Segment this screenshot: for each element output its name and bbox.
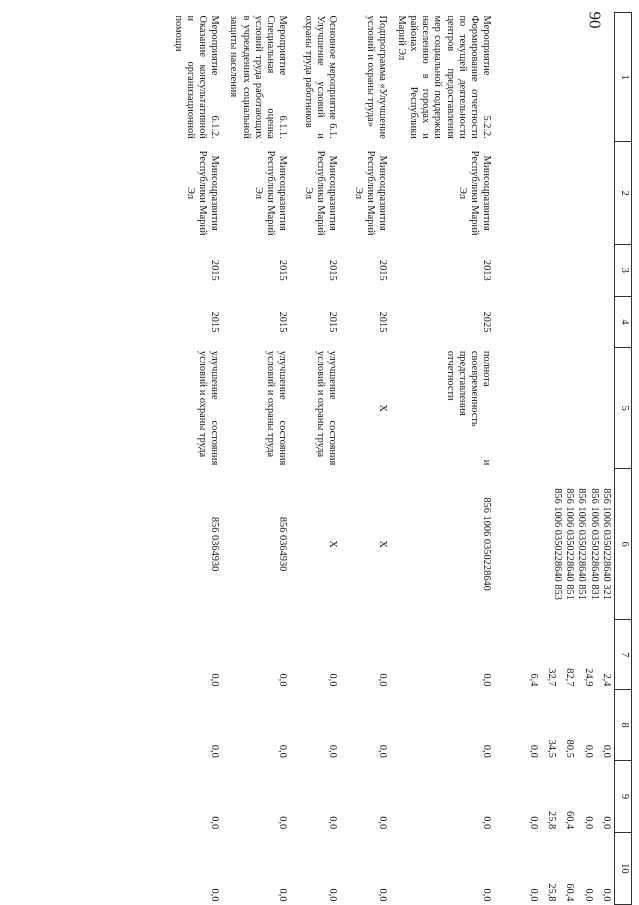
cell-col4: 2015 bbox=[277, 311, 289, 333]
cell-col4: 2015 bbox=[209, 311, 221, 333]
cell-col5: Х bbox=[377, 404, 389, 412]
page-number: 90 bbox=[585, 11, 605, 29]
header-col-9: 9 bbox=[615, 761, 632, 832]
cell-col6: 856 0364930 bbox=[277, 516, 289, 572]
cell-col6: 856 0364930 bbox=[209, 516, 221, 572]
value: 82,7 bbox=[564, 668, 576, 687]
cell-col4: 2025 bbox=[481, 311, 493, 333]
cell-col7 bbox=[495, 620, 615, 690]
cell-col5: улучшение состояния условий и охраны труда bbox=[265, 350, 289, 466]
cell-col4 bbox=[495, 296, 615, 348]
value: 0,0 bbox=[582, 744, 594, 758]
cell-col3: 2015 bbox=[277, 259, 289, 281]
cell-col4: 2015 bbox=[377, 311, 389, 333]
cell-col8: 0,0 bbox=[327, 744, 339, 758]
value: 34,5 bbox=[546, 739, 558, 758]
cell-col10: 0,0 bbox=[209, 888, 221, 902]
cell-col10: 0,0 bbox=[277, 888, 289, 902]
table-row bbox=[495, 13, 615, 905]
table-row bbox=[223, 13, 291, 905]
cell-col3: 2015 bbox=[209, 259, 221, 281]
cell-col3: 2015 bbox=[377, 259, 389, 281]
cell-col9 bbox=[495, 761, 615, 832]
value: 0,0 bbox=[527, 744, 539, 758]
header-col-3: 3 bbox=[615, 244, 632, 296]
cell-col8: 0,0 bbox=[277, 744, 289, 758]
cell-col6: Х bbox=[377, 540, 389, 548]
cell-col2: Минсоцразвития Республики Марий Эл bbox=[302, 150, 339, 236]
code-line: 856 1006 0350228640 851 bbox=[576, 488, 588, 600]
table-header bbox=[615, 13, 632, 905]
header-col-8: 8 bbox=[615, 689, 632, 760]
table-row bbox=[291, 13, 341, 905]
code-line: 856 1006 0350228640 321 bbox=[601, 488, 612, 600]
cell-col10: 0,0 bbox=[481, 888, 493, 902]
cell-col3 bbox=[495, 244, 615, 296]
header-col-1: 1 bbox=[615, 13, 632, 142]
cell-col9: 0,0 bbox=[277, 816, 289, 830]
value: 0,0 bbox=[582, 888, 594, 902]
cell-col5: улучшение состояния условий и охраны труда bbox=[315, 350, 339, 466]
code-line: 856 1006 0350228640 831 bbox=[588, 488, 600, 600]
cell-col2 bbox=[495, 142, 615, 245]
value: 2,4 bbox=[601, 673, 612, 687]
value: 0,0 bbox=[601, 816, 612, 830]
cell-col5 bbox=[495, 348, 615, 468]
cell-col10 bbox=[495, 832, 615, 904]
value: 25,8 bbox=[546, 811, 558, 830]
cell-col7: 0,0 bbox=[327, 673, 339, 687]
value: 60,4 bbox=[564, 883, 576, 902]
cell-col9: 0,0 bbox=[209, 816, 221, 830]
header-col-6: 6 bbox=[615, 468, 632, 620]
value: 24,9 bbox=[582, 668, 594, 687]
cell-col7: 0,0 bbox=[277, 673, 289, 687]
cell-col6: 856 1006 0350228640 bbox=[481, 497, 493, 591]
cell-col1 bbox=[495, 13, 615, 142]
table-row bbox=[341, 13, 391, 905]
cell-col3: 2013 bbox=[481, 259, 493, 281]
cell-col8: 0,0 bbox=[377, 744, 389, 758]
cell-col8: 0,0 bbox=[481, 744, 493, 758]
cell-col1: Основное мероприятие 6.1. Улучшение условий и охраны труда работников bbox=[302, 15, 339, 139]
value: 32,7 bbox=[546, 668, 558, 687]
rotated-table-container bbox=[121, 12, 632, 905]
code-line: 856 1006 0350228640 851 bbox=[564, 488, 576, 600]
cell-col9: 0,0 bbox=[481, 816, 493, 830]
program-table bbox=[169, 12, 632, 905]
cell-col5: улучшение состояния условий и охраны труда bbox=[197, 350, 221, 466]
cell-col7: 0,0 bbox=[209, 673, 221, 687]
cell-col7: 0,0 bbox=[481, 673, 493, 687]
cell-col1: Мероприятие 5.2.2. Формирование отчетности по текущей деятельности центров предоставления мер социальной поддержки населению в городах и районах Республики Марий Эл bbox=[395, 15, 493, 139]
table-row bbox=[169, 13, 222, 905]
header-col-4: 4 bbox=[615, 296, 632, 348]
cell-col9: 0,0 bbox=[327, 816, 339, 830]
cell-col9: 0,0 bbox=[377, 816, 389, 830]
header-col-10: 10 bbox=[615, 832, 632, 904]
cell-col2: Минсоцразвития Республики Марий Эл bbox=[184, 150, 221, 236]
code-line: 856 1006 0350228640 853 bbox=[551, 488, 563, 600]
cell-col10: 0,0 bbox=[377, 888, 389, 902]
value: 6,4 bbox=[527, 673, 539, 687]
table-row bbox=[391, 13, 495, 905]
value: 0,0 bbox=[601, 888, 612, 902]
cell-col4: 2015 bbox=[327, 311, 339, 333]
value: 0,0 bbox=[527, 888, 539, 902]
cell-col7: 0,0 bbox=[377, 673, 389, 687]
header-col-5: 5 bbox=[615, 348, 632, 468]
cell-col2: Минсоцразвития Республики Марий Эл bbox=[252, 150, 289, 236]
header-col-2: 2 bbox=[615, 142, 632, 245]
cell-col8: 0,0 bbox=[209, 744, 221, 758]
value: 80,5 bbox=[564, 739, 576, 758]
cell-col1: Мероприятие 6.1.2. Оказание консультативной и организационной помощи bbox=[172, 15, 221, 139]
cell-col6: Х bbox=[327, 540, 339, 548]
cell-col1: Подпрограмма «Улучшение условий и охраны труда» bbox=[365, 15, 389, 139]
cell-col5: полнота и своевременность представления отчетности bbox=[444, 350, 493, 466]
cell-col3: 2015 bbox=[327, 259, 339, 281]
cell-col1: Мероприятие 6.1.1. Специальная оценка условий труда работающих в учреждениях социальной защиты населения bbox=[228, 15, 289, 139]
cell-col8 bbox=[495, 689, 615, 760]
cell-codes bbox=[495, 468, 615, 620]
cell-col2: Минсоцразвития Республики Марий Эл bbox=[456, 150, 493, 236]
value: 0,0 bbox=[582, 816, 594, 830]
cell-col10: 0,0 bbox=[327, 888, 339, 902]
header-col-7: 7 bbox=[615, 620, 632, 690]
cell-col2: Минсоцразвития Республики Марий Эл bbox=[352, 150, 389, 236]
value: 25,8 bbox=[546, 883, 558, 902]
value: 0,0 bbox=[601, 744, 612, 758]
value: 0,0 bbox=[527, 816, 539, 830]
value: 60,4 bbox=[564, 811, 576, 830]
